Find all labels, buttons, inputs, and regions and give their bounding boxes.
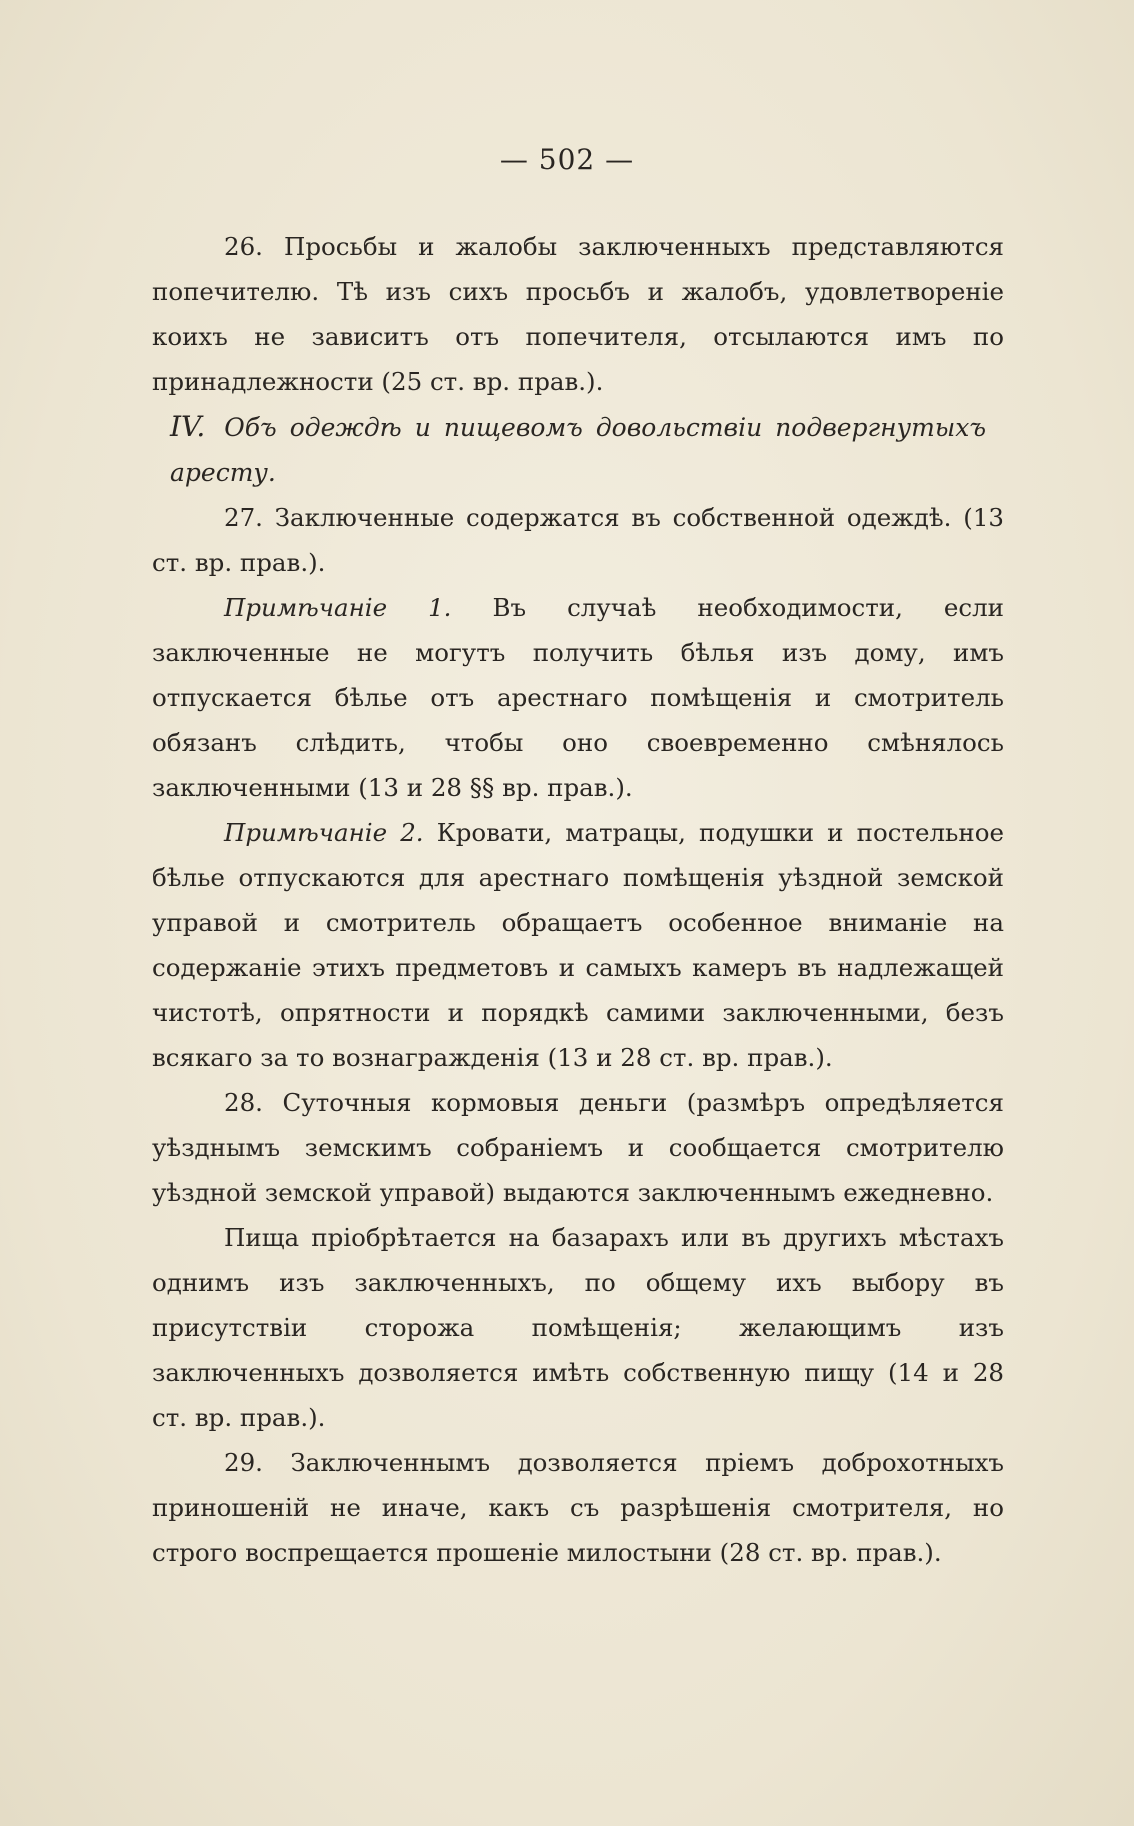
paragraph-section-27: 27. Заключенные содержатся въ собственной одеждѣ. (13 ст. вр. прав.). — [152, 503, 1004, 577]
note-2-text: Кровати, матрацы, подушки и постельное бѣлье отпускаются для арестнаго помѣщенія уѣздной земской управой и смотритель обращаетъ особенное вниманіе на содержаніе этихъ предметовъ и самыхъ камеръ въ надлежащей чистотѣ, опрятности и порядкѣ самими заключенными, безъ всякаго за то вознагражденія (13 и 28 ст. вр. прав.). — [152, 818, 1004, 1072]
heading-title: Объ одеждѣ и пищевомъ довольствіи подвергнутыхъ аресту. — [170, 413, 986, 487]
page-number: — 502 — — [499, 143, 635, 176]
paragraph-note-1 — [152, 585, 1004, 810]
paragraph-section-28: 28. Суточныя кормовыя деньги (размѣръ опредѣляется уѣзднымъ земскимъ собраніемъ и сообщается смотрителю уѣздной земской управой) выдаются заключеннымъ ежедневно. — [152, 1088, 1004, 1207]
heading-roman-numeral: IV. — [170, 410, 206, 443]
note-1-label: Примѣчаніе 1. — [224, 593, 452, 622]
paragraph-section-29: 29. Заключеннымъ дозволяется пріемъ доброхотныхъ приношеній не иначе, какъ съ разрѣшенія смотрителя, но строго воспрещается прошеніе милостыни (28 ст. вр. прав.). — [152, 1448, 1004, 1567]
paragraph-section-26: 26. Просьбы и жалобы заключенныхъ представляются попечителю. Тѣ изъ сихъ просьбъ и жалобъ, удовлетвореніе коихъ не зависитъ отъ попечителя, отсылаются имъ по принадлежности (25 ст. вр. прав.). — [152, 232, 1004, 396]
note-2-label: Примѣчаніе 2. — [224, 818, 424, 847]
paragraph-note-2 — [152, 810, 1004, 1080]
section-heading — [152, 404, 1004, 495]
page-body — [152, 224, 1004, 1575]
paragraph-section-28-food: Пища пріобрѣтается на базарахъ или въ другихъ мѣстахъ однимъ изъ заключенныхъ, по общему ихъ выбору въ присутствіи сторожа помѣщенія; желающимъ изъ заключенныхъ дозволяется имѣть собственную пищу (14 и 28 ст. вр. прав.). — [152, 1223, 1004, 1432]
note-1-text: Въ случаѣ необходимости, если заключенные не могутъ получить бѣлья изъ дому, имъ отпускается бѣлье отъ арестнаго помѣщенія и смотритель обязанъ слѣдить, чтобы оно своевременно смѣнялось заключенными (13 и 28 §§ вр. прав.). — [152, 593, 1004, 802]
